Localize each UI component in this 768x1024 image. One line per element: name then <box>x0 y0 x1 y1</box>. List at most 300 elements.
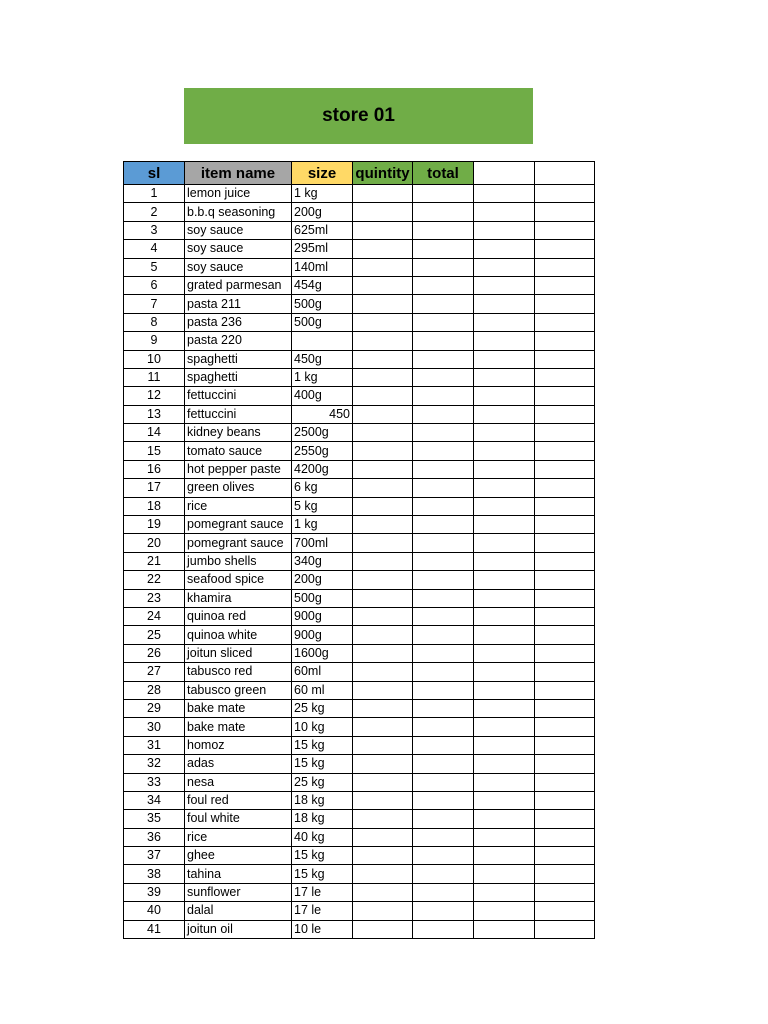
cell-total[interactable] <box>413 368 474 386</box>
cell-size[interactable]: 60ml <box>292 663 353 681</box>
cell-item-name[interactable]: tabusco green <box>185 681 292 699</box>
cell-empty[interactable] <box>474 405 535 423</box>
cell-empty[interactable] <box>535 865 595 883</box>
cell-empty[interactable] <box>535 663 595 681</box>
cell-item-name[interactable]: pasta 236 <box>185 313 292 331</box>
cell-empty[interactable] <box>535 810 595 828</box>
cell-sl[interactable]: 6 <box>124 276 185 294</box>
cell-empty[interactable] <box>474 258 535 276</box>
header-row <box>124 162 595 185</box>
cell-total[interactable] <box>413 424 474 442</box>
cell-empty[interactable] <box>535 607 595 625</box>
cell-total[interactable] <box>413 442 474 460</box>
cell-size[interactable]: 17 le <box>292 883 353 901</box>
cell-empty[interactable] <box>474 902 535 920</box>
cell-empty[interactable] <box>535 534 595 552</box>
cell-total[interactable] <box>413 516 474 534</box>
cell-empty[interactable] <box>474 332 535 350</box>
cell-size[interactable]: 140ml <box>292 258 353 276</box>
cell-size[interactable]: 900g <box>292 626 353 644</box>
cell-empty[interactable] <box>474 773 535 791</box>
cell-item-name[interactable]: tomato sauce <box>185 442 292 460</box>
cell-item-name[interactable]: kidney beans <box>185 424 292 442</box>
cell-empty[interactable] <box>474 350 535 368</box>
cell-sl[interactable]: 2 <box>124 203 185 221</box>
cell-size[interactable]: 10 le <box>292 920 353 938</box>
cell-total[interactable] <box>413 828 474 846</box>
cell-empty[interactable] <box>535 828 595 846</box>
cell-empty[interactable] <box>535 387 595 405</box>
cell-size[interactable]: 340g <box>292 552 353 570</box>
cell-sl[interactable]: 26 <box>124 644 185 662</box>
cell-sl[interactable]: 40 <box>124 902 185 920</box>
cell-total[interactable] <box>413 883 474 901</box>
cell-empty[interactable] <box>535 902 595 920</box>
cell-item-name[interactable]: joitun sliced <box>185 644 292 662</box>
cell-quantity[interactable] <box>353 276 413 294</box>
cell-quantity[interactable] <box>353 663 413 681</box>
cell-total[interactable] <box>413 460 474 478</box>
cell-empty[interactable] <box>535 755 595 773</box>
cell-empty[interactable] <box>535 699 595 717</box>
cell-item-name[interactable]: nesa <box>185 773 292 791</box>
cell-total[interactable] <box>413 755 474 773</box>
cell-sl[interactable]: 39 <box>124 883 185 901</box>
cell-empty[interactable] <box>474 736 535 754</box>
cell-empty[interactable] <box>474 865 535 883</box>
cell-empty[interactable] <box>474 185 535 203</box>
cell-sl[interactable]: 20 <box>124 534 185 552</box>
cell-empty[interactable] <box>474 460 535 478</box>
cell-empty[interactable] <box>474 755 535 773</box>
cell-size[interactable]: 450g <box>292 350 353 368</box>
cell-item-name[interactable]: fettuccini <box>185 405 292 423</box>
cell-quantity[interactable] <box>353 497 413 515</box>
cell-size[interactable]: 900g <box>292 607 353 625</box>
cell-empty[interactable] <box>474 644 535 662</box>
cell-size[interactable]: 200g <box>292 203 353 221</box>
cell-item-name[interactable]: soy sauce <box>185 258 292 276</box>
cell-item-name[interactable]: joitun oil <box>185 920 292 938</box>
cell-empty[interactable] <box>535 203 595 221</box>
cell-empty[interactable] <box>474 589 535 607</box>
cell-empty[interactable] <box>535 718 595 736</box>
cell-item-name[interactable]: foul red <box>185 791 292 809</box>
cell-item-name[interactable]: rice <box>185 828 292 846</box>
cell-quantity[interactable] <box>353 883 413 901</box>
cell-sl[interactable]: 13 <box>124 405 185 423</box>
cell-quantity[interactable] <box>353 424 413 442</box>
cell-item-name[interactable]: tabusco red <box>185 663 292 681</box>
cell-total[interactable] <box>413 534 474 552</box>
cell-size[interactable]: 1 kg <box>292 516 353 534</box>
cell-empty[interactable] <box>474 699 535 717</box>
cell-total[interactable] <box>413 387 474 405</box>
cell-quantity[interactable] <box>353 387 413 405</box>
cell-total[interactable] <box>413 644 474 662</box>
cell-total[interactable] <box>413 699 474 717</box>
cell-empty[interactable] <box>535 479 595 497</box>
cell-empty[interactable] <box>474 607 535 625</box>
cell-quantity[interactable] <box>353 773 413 791</box>
cell-empty[interactable] <box>474 442 535 460</box>
cell-empty[interactable] <box>535 276 595 294</box>
cell-empty[interactable] <box>535 350 595 368</box>
cell-quantity[interactable] <box>353 791 413 809</box>
cell-quantity[interactable] <box>353 810 413 828</box>
cell-total[interactable] <box>413 718 474 736</box>
cell-total[interactable] <box>413 203 474 221</box>
cell-quantity[interactable] <box>353 847 413 865</box>
cell-sl[interactable]: 21 <box>124 552 185 570</box>
cell-quantity[interactable] <box>353 607 413 625</box>
cell-item-name[interactable]: ghee <box>185 847 292 865</box>
cell-size[interactable]: 40 kg <box>292 828 353 846</box>
cell-total[interactable] <box>413 276 474 294</box>
cell-empty[interactable] <box>535 773 595 791</box>
cell-empty[interactable] <box>474 534 535 552</box>
cell-empty[interactable] <box>535 644 595 662</box>
cell-quantity[interactable] <box>353 828 413 846</box>
cell-size[interactable]: 15 kg <box>292 755 353 773</box>
table-row <box>124 405 595 423</box>
header-quantity[interactable]: quintity <box>353 162 413 185</box>
cell-size[interactable]: 5 kg <box>292 497 353 515</box>
cell-sl[interactable]: 19 <box>124 516 185 534</box>
cell-empty[interactable] <box>474 847 535 865</box>
cell-quantity[interactable] <box>353 203 413 221</box>
cell-item-name[interactable]: quinoa red <box>185 607 292 625</box>
cell-empty[interactable] <box>535 571 595 589</box>
cell-size[interactable]: 400g <box>292 387 353 405</box>
cell-size[interactable]: 500g <box>292 295 353 313</box>
cell-empty[interactable] <box>535 847 595 865</box>
cell-total[interactable] <box>413 350 474 368</box>
cell-size[interactable]: 15 kg <box>292 736 353 754</box>
cell-empty[interactable] <box>474 883 535 901</box>
cell-size[interactable]: 1 kg <box>292 368 353 386</box>
cell-empty[interactable] <box>535 497 595 515</box>
cell-empty[interactable] <box>535 883 595 901</box>
cell-sl[interactable]: 7 <box>124 295 185 313</box>
cell-total[interactable] <box>413 589 474 607</box>
cell-size[interactable] <box>292 332 353 350</box>
cell-empty[interactable] <box>535 368 595 386</box>
cell-total[interactable] <box>413 626 474 644</box>
header-size[interactable]: size <box>292 162 353 185</box>
cell-item-name[interactable]: bake mate <box>185 699 292 717</box>
cell-quantity[interactable] <box>353 589 413 607</box>
cell-empty[interactable] <box>535 589 595 607</box>
table-row <box>124 221 595 239</box>
cell-quantity[interactable] <box>353 571 413 589</box>
cell-empty[interactable] <box>474 828 535 846</box>
cell-quantity[interactable] <box>353 221 413 239</box>
cell-total[interactable] <box>413 810 474 828</box>
cell-empty[interactable] <box>474 626 535 644</box>
cell-empty[interactable] <box>474 295 535 313</box>
cell-total[interactable] <box>413 552 474 570</box>
cell-size[interactable]: 200g <box>292 571 353 589</box>
cell-item-name[interactable]: soy sauce <box>185 221 292 239</box>
cell-sl[interactable]: 15 <box>124 442 185 460</box>
cell-sl[interactable]: 33 <box>124 773 185 791</box>
cell-sl[interactable]: 18 <box>124 497 185 515</box>
cell-size[interactable]: 6 kg <box>292 479 353 497</box>
cell-item-name[interactable]: green olives <box>185 479 292 497</box>
table-row <box>124 387 595 405</box>
cell-size[interactable]: 15 kg <box>292 865 353 883</box>
cell-quantity[interactable] <box>353 460 413 478</box>
cell-empty[interactable] <box>535 516 595 534</box>
cell-empty[interactable] <box>535 681 595 699</box>
cell-total[interactable] <box>413 607 474 625</box>
cell-empty[interactable] <box>474 516 535 534</box>
cell-item-name[interactable]: pomegrant sauce <box>185 534 292 552</box>
cell-sl[interactable]: 23 <box>124 589 185 607</box>
cell-item-name[interactable]: foul white <box>185 810 292 828</box>
cell-sl[interactable]: 34 <box>124 791 185 809</box>
cell-quantity[interactable] <box>353 865 413 883</box>
cell-item-name[interactable]: quinoa white <box>185 626 292 644</box>
cell-sl[interactable]: 8 <box>124 313 185 331</box>
cell-quantity[interactable] <box>353 240 413 258</box>
cell-empty[interactable] <box>474 203 535 221</box>
cell-size[interactable]: 500g <box>292 589 353 607</box>
cell-total[interactable] <box>413 847 474 865</box>
cell-empty[interactable] <box>474 681 535 699</box>
cell-size[interactable]: 10 kg <box>292 718 353 736</box>
cell-total[interactable] <box>413 681 474 699</box>
cell-empty[interactable] <box>535 295 595 313</box>
cell-quantity[interactable] <box>353 332 413 350</box>
cell-empty[interactable] <box>535 240 595 258</box>
cell-total[interactable] <box>413 791 474 809</box>
cell-size[interactable]: 18 kg <box>292 791 353 809</box>
cell-sl[interactable]: 14 <box>124 424 185 442</box>
cell-total[interactable] <box>413 663 474 681</box>
cell-item-name[interactable]: dalal <box>185 902 292 920</box>
cell-quantity[interactable] <box>353 479 413 497</box>
header-empty-cell[interactable] <box>474 162 535 185</box>
cell-sl[interactable]: 30 <box>124 718 185 736</box>
cell-total[interactable] <box>413 902 474 920</box>
cell-sl[interactable]: 11 <box>124 368 185 386</box>
cell-sl[interactable]: 37 <box>124 847 185 865</box>
cell-item-name[interactable]: grated parmesan <box>185 276 292 294</box>
cell-empty[interactable] <box>474 479 535 497</box>
cell-size[interactable]: 2500g <box>292 424 353 442</box>
cell-empty[interactable] <box>474 571 535 589</box>
header-total[interactable]: total <box>413 162 474 185</box>
cell-empty[interactable] <box>474 810 535 828</box>
cell-empty[interactable] <box>474 313 535 331</box>
cell-empty[interactable] <box>474 663 535 681</box>
cell-empty[interactable] <box>474 497 535 515</box>
cell-empty[interactable] <box>535 552 595 570</box>
cell-item-name[interactable]: spaghetti <box>185 368 292 386</box>
cell-empty[interactable] <box>474 240 535 258</box>
cell-empty[interactable] <box>535 460 595 478</box>
cell-item-name[interactable]: jumbo shells <box>185 552 292 570</box>
cell-empty[interactable] <box>535 920 595 938</box>
cell-quantity[interactable] <box>353 368 413 386</box>
cell-total[interactable] <box>413 773 474 791</box>
cell-sl[interactable]: 9 <box>124 332 185 350</box>
cell-total[interactable] <box>413 295 474 313</box>
cell-item-name[interactable]: seafood spice <box>185 571 292 589</box>
cell-quantity[interactable] <box>353 718 413 736</box>
cell-empty[interactable] <box>474 387 535 405</box>
cell-size[interactable]: 500g <box>292 313 353 331</box>
cell-sl[interactable]: 16 <box>124 460 185 478</box>
cell-total[interactable] <box>413 479 474 497</box>
cell-empty[interactable] <box>535 185 595 203</box>
cell-sl[interactable]: 3 <box>124 221 185 239</box>
header-sl[interactable]: sl <box>124 162 185 185</box>
cell-sl[interactable]: 10 <box>124 350 185 368</box>
cell-quantity[interactable] <box>353 902 413 920</box>
cell-sl[interactable]: 17 <box>124 479 185 497</box>
cell-sl[interactable]: 5 <box>124 258 185 276</box>
cell-size[interactable]: 1 kg <box>292 185 353 203</box>
cell-sl[interactable]: 35 <box>124 810 185 828</box>
cell-sl[interactable]: 25 <box>124 626 185 644</box>
cell-size[interactable]: 15 kg <box>292 847 353 865</box>
cell-item-name[interactable]: fettuccini <box>185 387 292 405</box>
cell-item-name[interactable]: adas <box>185 755 292 773</box>
cell-sl[interactable]: 24 <box>124 607 185 625</box>
cell-empty[interactable] <box>474 368 535 386</box>
cell-sl[interactable]: 22 <box>124 571 185 589</box>
cell-item-name[interactable]: hot pepper paste <box>185 460 292 478</box>
cell-empty[interactable] <box>535 332 595 350</box>
cell-size[interactable]: 4200g <box>292 460 353 478</box>
cell-total[interactable] <box>413 920 474 938</box>
cell-empty[interactable] <box>474 424 535 442</box>
cell-empty[interactable] <box>474 552 535 570</box>
cell-quantity[interactable] <box>353 185 413 203</box>
cell-total[interactable] <box>413 240 474 258</box>
cell-total[interactable] <box>413 332 474 350</box>
cell-empty[interactable] <box>535 405 595 423</box>
cell-quantity[interactable] <box>353 350 413 368</box>
cell-sl[interactable]: 12 <box>124 387 185 405</box>
cell-total[interactable] <box>413 865 474 883</box>
cell-quantity[interactable] <box>353 442 413 460</box>
cell-total[interactable] <box>413 405 474 423</box>
cell-empty[interactable] <box>535 221 595 239</box>
cell-size[interactable]: 295ml <box>292 240 353 258</box>
cell-size[interactable]: 454g <box>292 276 353 294</box>
cell-item-name[interactable]: pasta 220 <box>185 332 292 350</box>
cell-empty[interactable] <box>474 718 535 736</box>
cell-total[interactable] <box>413 313 474 331</box>
table-row <box>124 736 595 754</box>
cell-total[interactable] <box>413 736 474 754</box>
cell-empty[interactable] <box>474 221 535 239</box>
cell-empty[interactable] <box>474 920 535 938</box>
cell-empty[interactable] <box>535 258 595 276</box>
cell-item-name[interactable]: bake mate <box>185 718 292 736</box>
cell-sl[interactable]: 28 <box>124 681 185 699</box>
cell-quantity[interactable] <box>353 534 413 552</box>
cell-empty[interactable] <box>474 276 535 294</box>
cell-item-name[interactable]: spaghetti <box>185 350 292 368</box>
cell-total[interactable] <box>413 258 474 276</box>
cell-quantity[interactable] <box>353 920 413 938</box>
cell-quantity[interactable] <box>353 295 413 313</box>
cell-item-name[interactable]: homoz <box>185 736 292 754</box>
cell-size[interactable]: 625ml <box>292 221 353 239</box>
cell-item-name[interactable]: pomegrant sauce <box>185 516 292 534</box>
cell-empty[interactable] <box>474 791 535 809</box>
cell-empty[interactable] <box>535 313 595 331</box>
cell-empty[interactable] <box>535 424 595 442</box>
cell-quantity[interactable] <box>353 552 413 570</box>
cell-quantity[interactable] <box>353 736 413 754</box>
cell-quantity[interactable] <box>353 258 413 276</box>
cell-item-name[interactable]: soy sauce <box>185 240 292 258</box>
cell-quantity[interactable] <box>353 644 413 662</box>
cell-sl[interactable]: 27 <box>124 663 185 681</box>
cell-item-name[interactable]: pasta 211 <box>185 295 292 313</box>
cell-size[interactable]: 18 kg <box>292 810 353 828</box>
cell-sl[interactable]: 32 <box>124 755 185 773</box>
cell-size[interactable]: 1600g <box>292 644 353 662</box>
cell-sl[interactable]: 1 <box>124 185 185 203</box>
table-row <box>124 350 595 368</box>
cell-sl[interactable]: 29 <box>124 699 185 717</box>
cell-sl[interactable]: 36 <box>124 828 185 846</box>
cell-size[interactable]: 2550g <box>292 442 353 460</box>
cell-quantity[interactable] <box>353 681 413 699</box>
cell-size[interactable]: 450 <box>292 405 353 423</box>
cell-total[interactable] <box>413 497 474 515</box>
cell-quantity[interactable] <box>353 699 413 717</box>
cell-empty[interactable] <box>535 626 595 644</box>
header-empty-cell[interactable] <box>535 162 595 185</box>
cell-total[interactable] <box>413 221 474 239</box>
cell-size[interactable]: 25 kg <box>292 699 353 717</box>
cell-item-name[interactable]: khamira <box>185 589 292 607</box>
cell-sl[interactable]: 41 <box>124 920 185 938</box>
cell-item-name[interactable]: lemon juice <box>185 185 292 203</box>
cell-quantity[interactable] <box>353 405 413 423</box>
cell-total[interactable] <box>413 571 474 589</box>
cell-quantity[interactable] <box>353 626 413 644</box>
cell-item-name[interactable]: b.b.q seasoning <box>185 203 292 221</box>
cell-quantity[interactable] <box>353 755 413 773</box>
cell-size[interactable]: 700ml <box>292 534 353 552</box>
cell-item-name[interactable]: sunflower <box>185 883 292 901</box>
cell-quantity[interactable] <box>353 516 413 534</box>
cell-size[interactable]: 60 ml <box>292 681 353 699</box>
cell-empty[interactable] <box>535 791 595 809</box>
cell-item-name[interactable]: tahina <box>185 865 292 883</box>
cell-quantity[interactable] <box>353 313 413 331</box>
cell-sl[interactable]: 38 <box>124 865 185 883</box>
cell-sl[interactable]: 31 <box>124 736 185 754</box>
cell-sl[interactable]: 4 <box>124 240 185 258</box>
cell-size[interactable]: 17 le <box>292 902 353 920</box>
cell-item-name[interactable]: rice <box>185 497 292 515</box>
cell-empty[interactable] <box>535 736 595 754</box>
header-item-name[interactable]: item name <box>185 162 292 185</box>
cell-empty[interactable] <box>535 442 595 460</box>
cell-total[interactable] <box>413 185 474 203</box>
cell-size[interactable]: 25 kg <box>292 773 353 791</box>
